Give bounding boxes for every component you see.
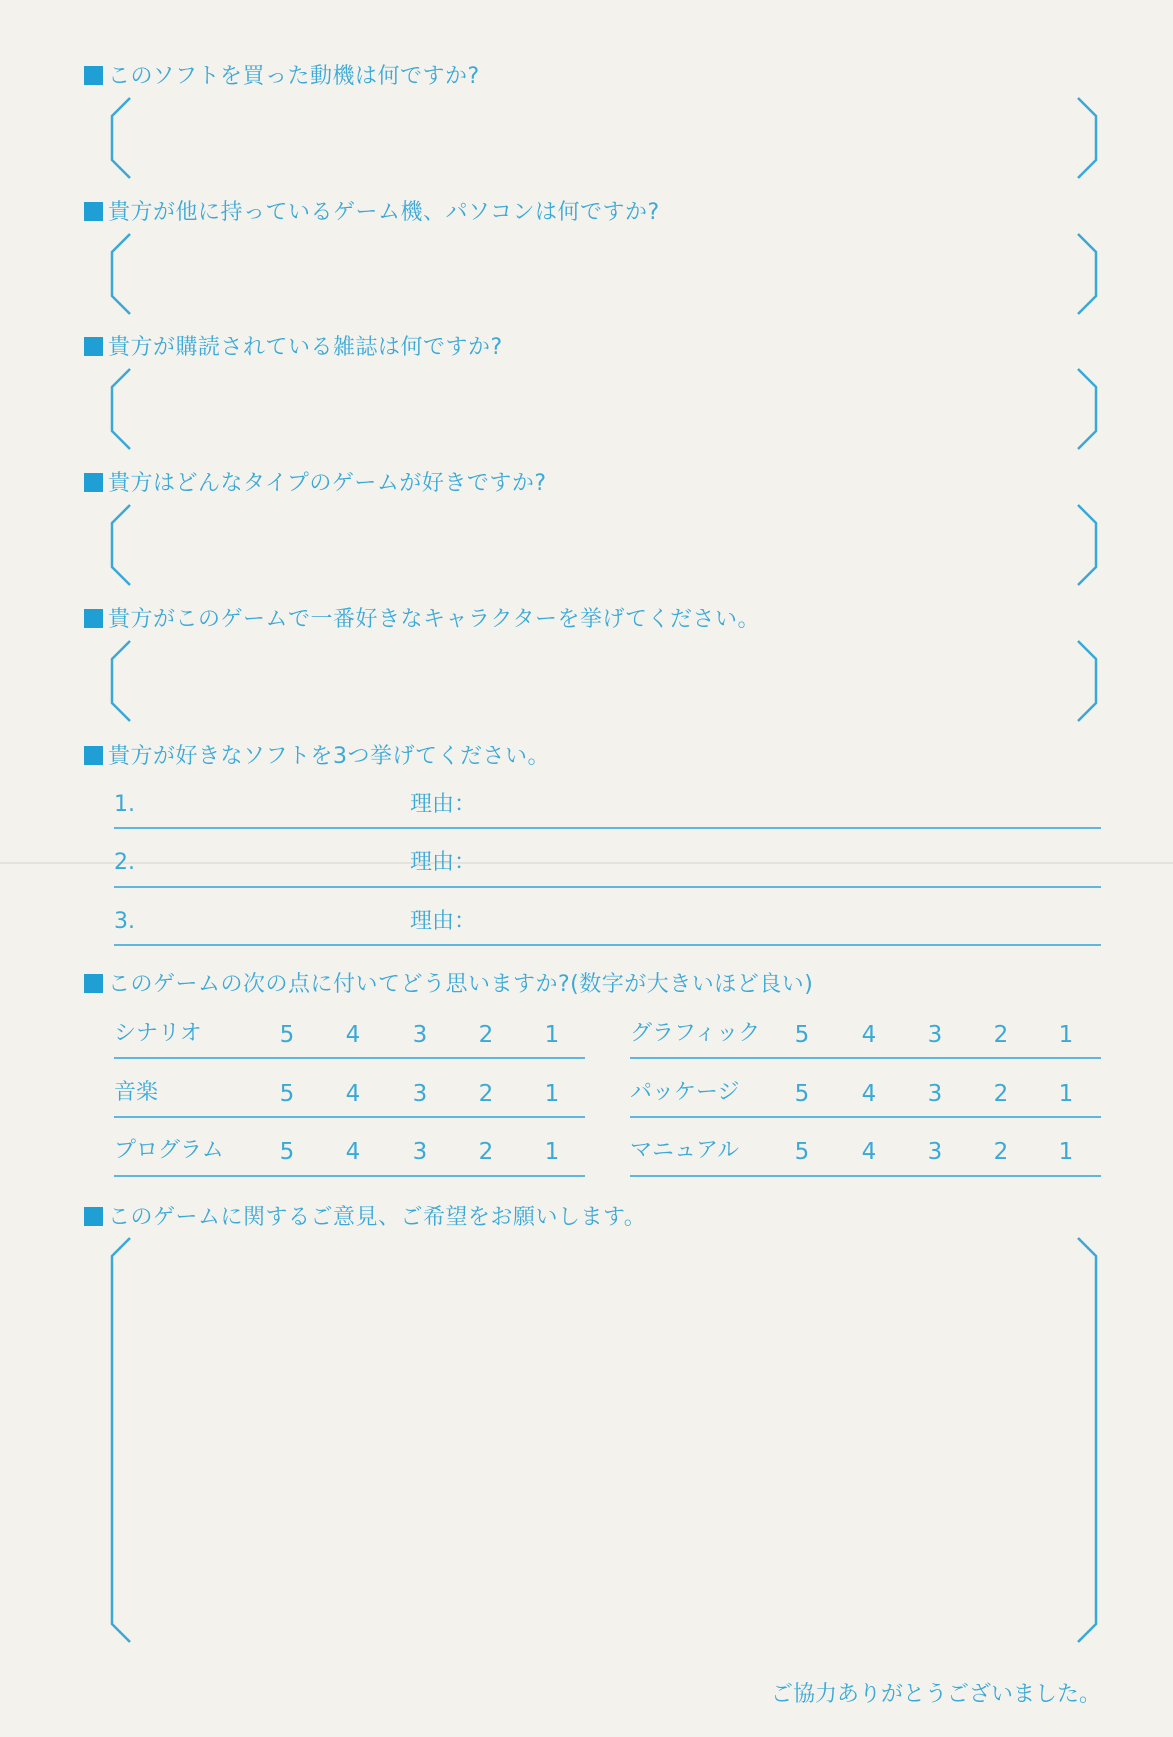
favorite-answer-line[interactable] bbox=[114, 827, 1101, 829]
question-text: このゲームに関するご意見、ご希望をお願いします。 bbox=[108, 1205, 647, 1230]
bullet-square-icon bbox=[84, 202, 103, 221]
favorite-number: 2. bbox=[114, 850, 135, 875]
bullet-square-icon bbox=[84, 473, 103, 492]
rating-label-music: 音楽 bbox=[114, 1080, 159, 1105]
question-text: 貴方が好きなソフトを3つ挙げてください。 bbox=[108, 744, 550, 769]
question-game-type bbox=[84, 469, 547, 499]
answer-bracket-opinions[interactable] bbox=[108, 1236, 1100, 1644]
rating-score[interactable]: 4 bbox=[345, 1022, 361, 1048]
answer-bracket-other-devices[interactable] bbox=[108, 232, 1100, 316]
bullet-square-icon bbox=[84, 609, 103, 628]
rating-score[interactable]: 5 bbox=[279, 1081, 295, 1107]
question-text: このゲームの次の点に付いてどう思いますか?(数字が大きいほど良い) bbox=[108, 972, 814, 997]
question-text: このソフトを買った動機は何ですか? bbox=[108, 64, 480, 89]
question-text: 貴方が他に持っているゲーム機、パソコンは何ですか? bbox=[108, 200, 660, 225]
rating-row-line bbox=[114, 1116, 585, 1118]
rating-score[interactable]: 2 bbox=[993, 1081, 1009, 1107]
rating-score[interactable]: 1 bbox=[1058, 1081, 1074, 1107]
bullet-square-icon bbox=[84, 66, 103, 85]
rating-score[interactable]: 4 bbox=[861, 1139, 877, 1165]
question-opinions bbox=[84, 1203, 646, 1233]
rating-score[interactable]: 5 bbox=[279, 1139, 295, 1165]
rating-row-line bbox=[630, 1057, 1101, 1059]
rating-score[interactable]: 2 bbox=[993, 1022, 1009, 1048]
favorite-number: 3. bbox=[114, 909, 135, 934]
rating-score[interactable]: 1 bbox=[544, 1081, 560, 1107]
question-text: 貴方が購読されている雑誌は何ですか? bbox=[108, 335, 503, 360]
rating-score[interactable]: 5 bbox=[794, 1139, 810, 1165]
bullet-square-icon bbox=[84, 746, 103, 765]
rating-score[interactable]: 3 bbox=[412, 1139, 428, 1165]
rating-score[interactable]: 3 bbox=[927, 1139, 943, 1165]
rating-score[interactable]: 2 bbox=[478, 1081, 494, 1107]
rating-score[interactable]: 1 bbox=[1058, 1139, 1074, 1165]
rating-row-line bbox=[114, 1057, 585, 1059]
rating-score[interactable]: 1 bbox=[544, 1139, 560, 1165]
favorite-number: 1. bbox=[114, 792, 135, 817]
question-favorite-software bbox=[84, 742, 550, 772]
question-text: 貴方がこのゲームで一番好きなキャラクターを挙げてください。 bbox=[108, 607, 761, 632]
bullet-square-icon bbox=[84, 1207, 103, 1226]
rating-score[interactable]: 2 bbox=[478, 1022, 494, 1048]
answer-bracket-game-type[interactable] bbox=[108, 503, 1100, 587]
rating-score[interactable]: 4 bbox=[345, 1139, 361, 1165]
favorite-reason-label: 理由： bbox=[410, 850, 477, 875]
favorite-answer-line[interactable] bbox=[114, 944, 1101, 946]
rating-label-graphics: グラフィック bbox=[630, 1021, 761, 1046]
rating-label-scenario: シナリオ bbox=[114, 1021, 202, 1046]
rating-label-program: プログラム bbox=[114, 1138, 224, 1163]
rating-score[interactable]: 2 bbox=[993, 1139, 1009, 1165]
rating-score[interactable]: 3 bbox=[412, 1022, 428, 1048]
question-magazines bbox=[84, 333, 503, 363]
question-text: 貴方はどんなタイプのゲームが好きですか? bbox=[108, 471, 547, 496]
answer-bracket-motive[interactable] bbox=[108, 96, 1100, 180]
rating-score[interactable]: 4 bbox=[861, 1081, 877, 1107]
rating-score[interactable]: 3 bbox=[927, 1022, 943, 1048]
rating-row-line bbox=[630, 1175, 1101, 1177]
bullet-square-icon bbox=[84, 337, 103, 356]
rating-score[interactable]: 3 bbox=[927, 1081, 943, 1107]
rating-score[interactable]: 2 bbox=[478, 1139, 494, 1165]
rating-score[interactable]: 1 bbox=[1058, 1022, 1074, 1048]
question-motive bbox=[84, 62, 480, 92]
rating-label-package: パッケージ bbox=[630, 1080, 740, 1105]
thanks-message: ご協力ありがとうございました。 bbox=[770, 1682, 1101, 1707]
favorite-answer-line[interactable] bbox=[114, 886, 1101, 888]
question-other-devices bbox=[84, 198, 660, 228]
rating-score[interactable]: 1 bbox=[544, 1022, 560, 1048]
rating-score[interactable]: 5 bbox=[794, 1022, 810, 1048]
favorite-reason-label: 理由： bbox=[410, 792, 477, 817]
rating-score[interactable]: 4 bbox=[861, 1022, 877, 1048]
question-favorite-character bbox=[84, 605, 760, 635]
favorite-reason-label: 理由： bbox=[410, 909, 477, 934]
fold-line bbox=[0, 862, 1173, 864]
rating-row-line bbox=[114, 1175, 585, 1177]
rating-label-manual: マニュアル bbox=[630, 1138, 740, 1163]
rating-score[interactable]: 3 bbox=[412, 1081, 428, 1107]
answer-bracket-favorite-character[interactable] bbox=[108, 639, 1100, 723]
rating-score[interactable]: 5 bbox=[794, 1081, 810, 1107]
rating-score[interactable]: 4 bbox=[345, 1081, 361, 1107]
answer-bracket-magazines[interactable] bbox=[108, 367, 1100, 451]
bullet-square-icon bbox=[84, 974, 103, 993]
question-ratings bbox=[84, 970, 813, 1000]
rating-row-line bbox=[630, 1116, 1101, 1118]
rating-score[interactable]: 5 bbox=[279, 1022, 295, 1048]
